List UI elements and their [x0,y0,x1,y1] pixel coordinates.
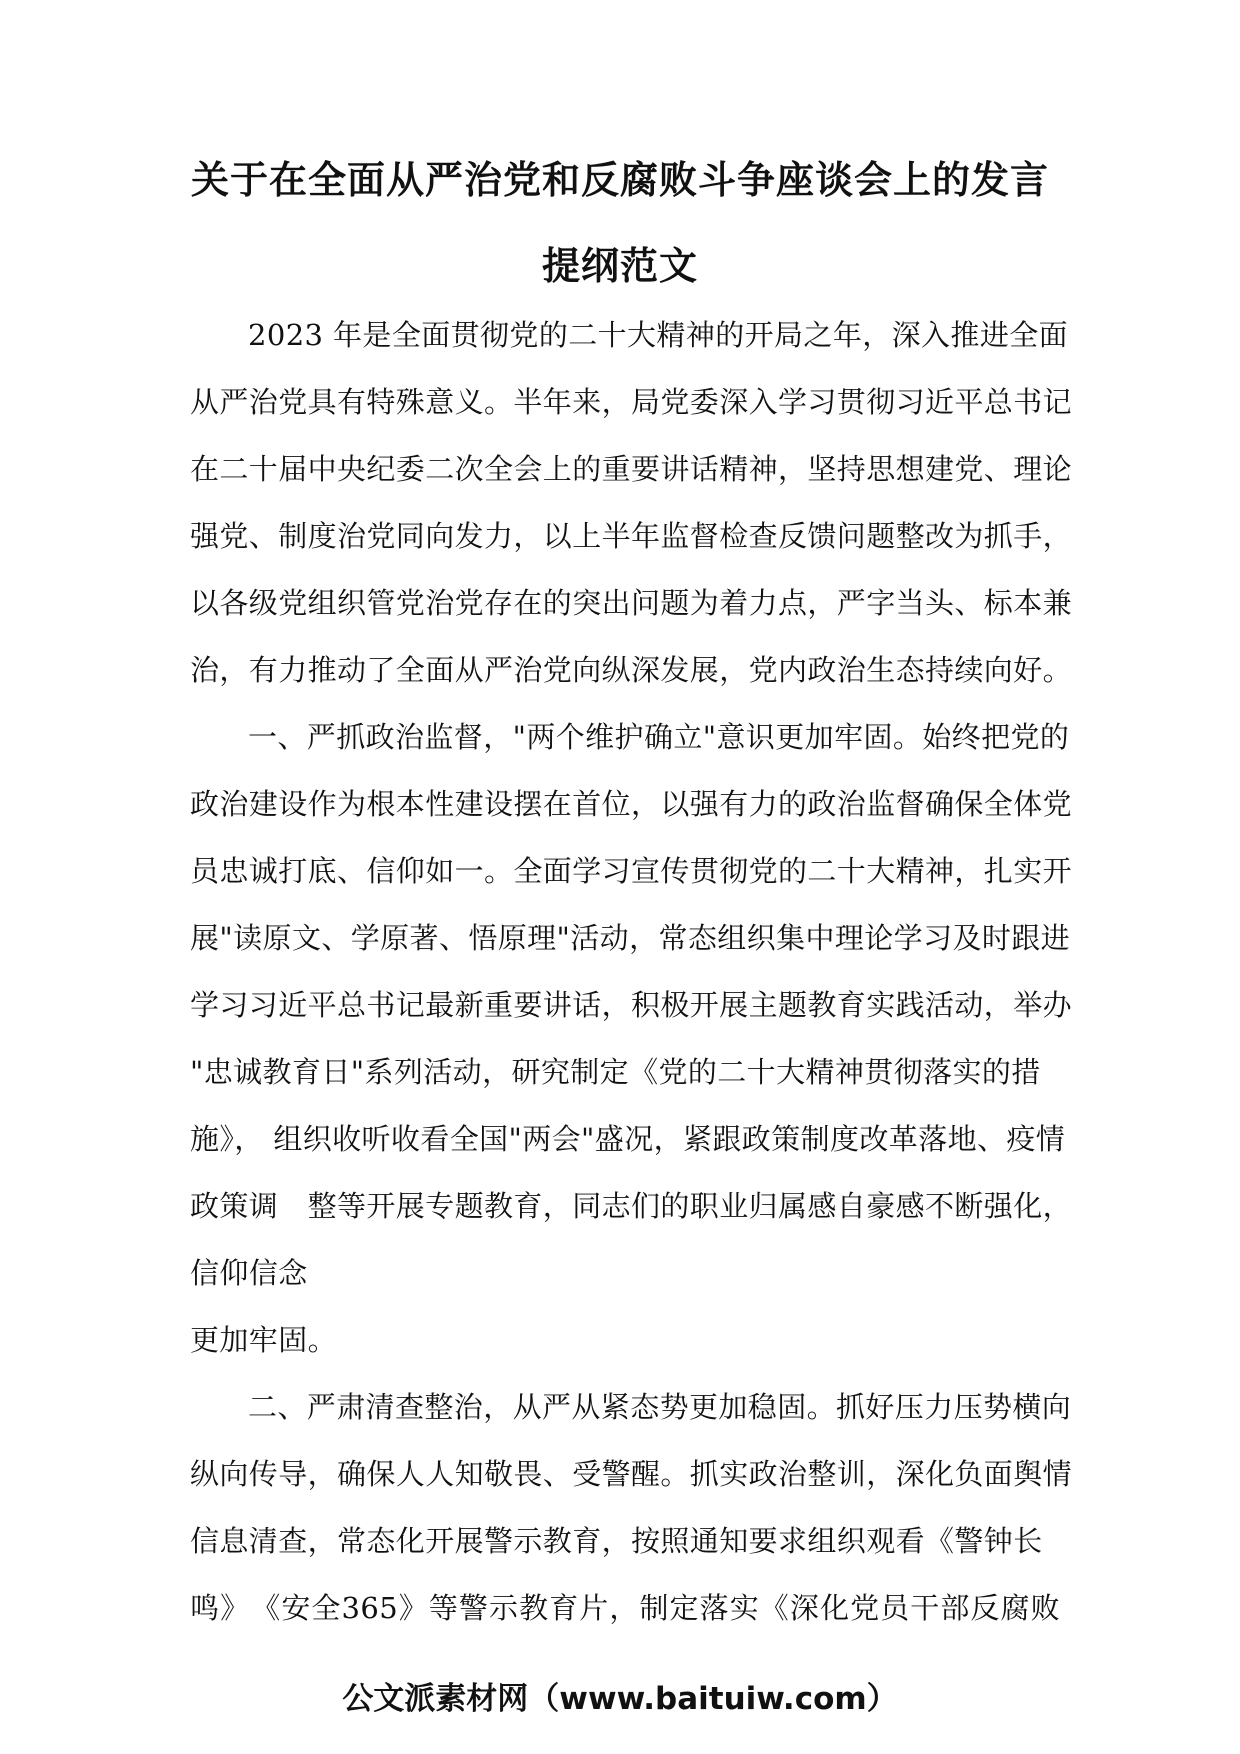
watermark-footer: 公文派素材网（www.baituiw.com） [342,1681,898,1717]
document-title-line-1: 关于在全面从严治党和反腐败斗争座谈会上的发言 [190,158,1049,202]
body-line: "忠诚教育日"系列活动，研究制定《党的二十大精神贯彻落实的措 [190,1055,1041,1089]
body-line: 鸣》 《安全365》等警示教育片，制定落实《深化党员干部反腐败 [190,1591,1060,1625]
body-line: 以各级党组织管党治党存在的突出问题为着力点，严字当头、标本兼 [190,586,1073,620]
body-line: 信仰信念 [190,1256,308,1290]
body-line: 从严治党具有特殊意义。半年来，局党委深入学习贯彻习近平总书记 [190,385,1073,419]
body-line: 政治建设作为根本性建设摆在首位，以强有力的政治监督确保全体党 [190,787,1073,821]
document-title-line-2: 提纲范文 [541,244,698,288]
body-line: 强党、制度治党同向发力，以上半年监督检查反馈问题整改为抓手， [190,519,1073,553]
body-line: 纵向传导，确保人人知敬畏、受警醒。抓实政治整训，深化负面舆情 [190,1457,1073,1491]
body-line: 员忠诚打底、信仰如一。全面学习宣传贯彻党的二十大精神，扎实开 [190,854,1073,888]
body-line: 政策调 整等开展专题教育，同志们的职业归属感自豪感不断强化， [190,1189,1073,1223]
body-line: 更加牢固。 [190,1323,338,1357]
body-line: 学习习近平总书记最新重要讲话，积极开展主题教育实践活动，举办 [190,988,1073,1022]
body-line: 信息清查，常态化开展警示教育，按照通知要求组织观看《警钟长 [190,1524,1043,1558]
body-line: 一、严抓政治监督，"两个维护确立"意识更加牢固。始终把党的 [248,720,1070,754]
body-line: 展"读原文、学原著、悟原理"活动，常态组织集中理论学习及时跟进 [190,921,1071,955]
body-line: 2023 年是全面贯彻党的二十大精神的开局之年，深入推进全面 [248,318,1069,352]
body-line: 治，有力推动了全面从严治党向纵深发展，党内政治生态持续向好。 [190,653,1073,687]
body-line: 二、严肃清查整治，从严从紧态势更加稳固。抓好压力压势横向 [248,1390,1072,1424]
body-line: 施》， 组织收听收看全国"两会"盛况，紧跟政策制度改革落地、疫情 [190,1122,1066,1156]
body-line: 在二十届中央纪委二次全会上的重要讲话精神，坚持思想建党、理论 [190,452,1073,486]
